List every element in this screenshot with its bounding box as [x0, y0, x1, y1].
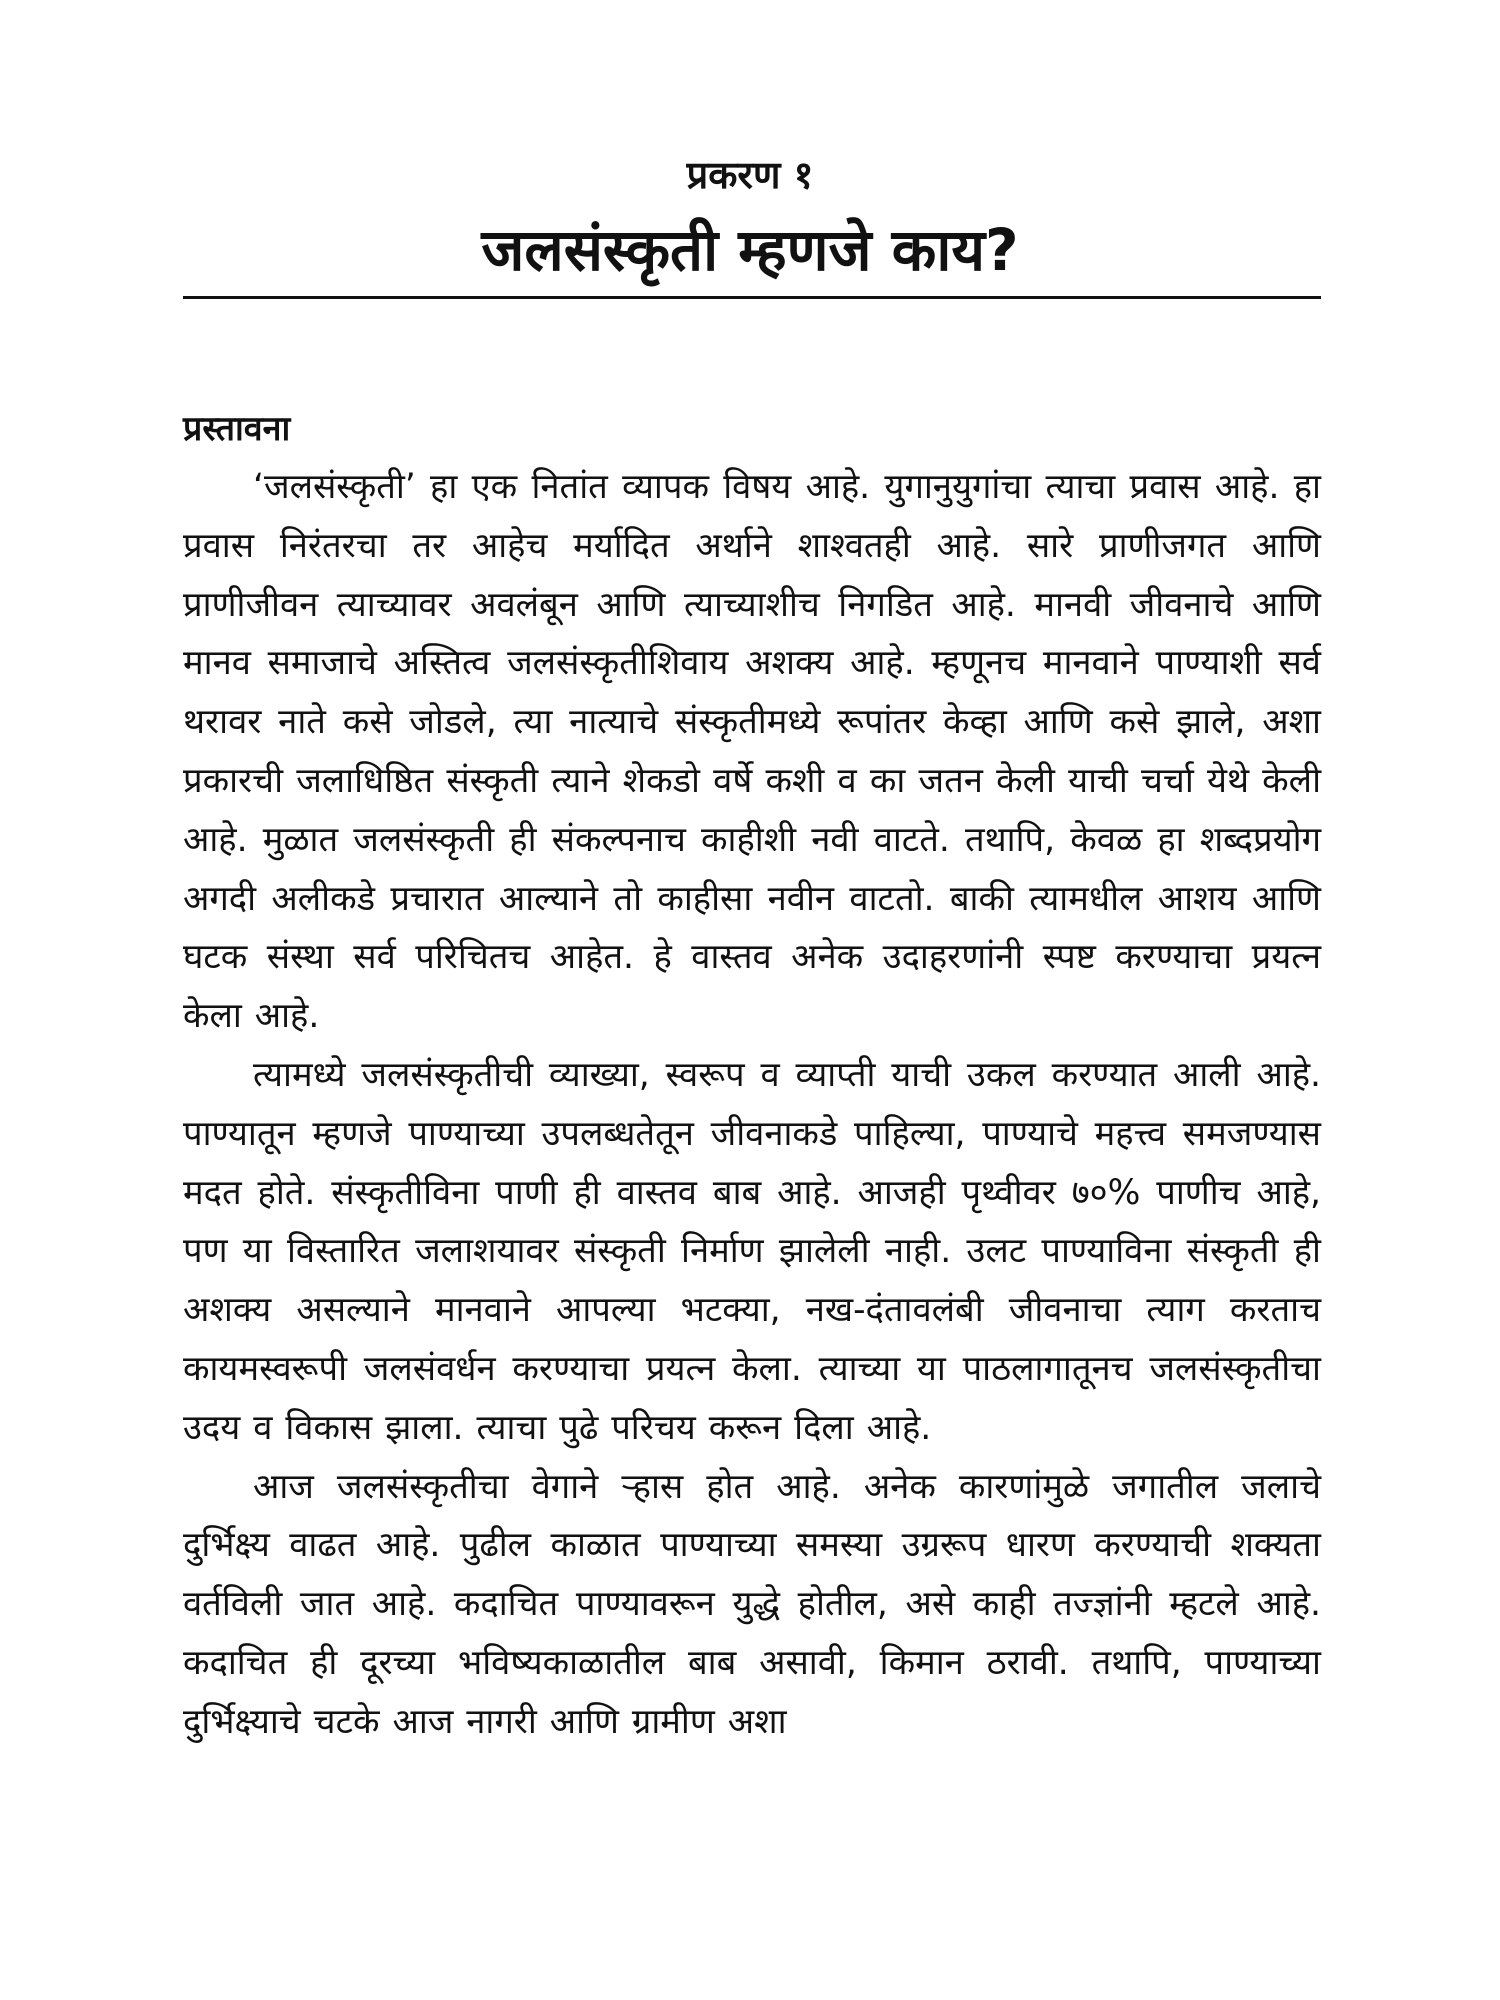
- paragraph-2: त्यामध्ये जलसंस्कृतीची व्याख्या, स्वरूप व व्याप्ती याची उकल करण्यात आली आहे. पाण्यातून म्हणजे पाण्याच्या उपलब्धतेतून जीवनाकडे पाहिल्या, पाण्याचे महत्त्व समजण्यास मदत होते. संस्कृतीविना पाणी ही वास्तव बाब आहे. आजही पृथ्वीवर ७०% पाणीच आहे, पण या विस्तारित जलाशयावर संस्कृती निर्माण झालेली नाही. उलट पाण्याविना संस्कृती ही अशक्य असल्याने मानवाने आपल्या भटक्या, नख-दंतावलंबी जीवनाचा त्याग करताच कायमस्वरूपी जलसंवर्धन करण्याचा प्रयत्न केला. त्याच्या या पाठलागातूनच जलसंस्कृतीचा उदय व विकास झाला. त्याचा पुढे परिचय करून दिला आहे.: [183, 1054, 1321, 1448]
- section-heading: प्रस्तावना: [183, 409, 291, 449]
- chapter-number: प्रकरण १: [686, 153, 814, 197]
- paragraph-3: आज जलसंस्कृतीचा वेगाने ऱ्हास होत आहे. अनेक कारणांमुळे जगातील जलाचे दुर्भिक्ष्य वाढत आहे. पुढील काळात पाण्याच्या समस्या उग्ररूप धारण करण्याची शक्यता वर्तविली जात आहे. कदाचित पाण्यावरून युद्धे होतील, असे काही तज्ज्ञांनी म्हटले आहे. कदाचित ही दूरच्या भविष्यकाळातील बाब असावी, किमान ठरावी. तथापि, पाण्याच्या दुर्भिक्ष्याचे चटके आज नागरी आणि ग्रामीण अशा: [183, 1466, 1321, 1742]
- title-divider: [183, 296, 1321, 299]
- chapter-title: जलसंस्कृती म्हणजे काय?: [481, 216, 1019, 284]
- chapter-body: [183, 400, 1321, 1752]
- paragraph-1: ‘जलसंस्कृती’ हा एक नितांत व्यापक विषय आहे. युगानुयुगांचा त्याचा प्रवास आहे. हा प्रवास निरंतरचा तर आहेच मर्यादित अर्थाने शाश्वतही आहे. सारे प्राणीजगत आणि प्राणीजीवन त्याच्यावर अवलंबून आणि त्याच्याशीच निगडित आहे. मानवी जीवनाचे आणि मानव समाजाचे अस्तित्व जलसंस्कृतीशिवाय अशक्य आहे. म्हणूनच मानवाने पाण्याशी सर्व थरावर नाते कसे जोडले, त्या नात्याचे संस्कृतीमध्ये रूपांतर केव्हा आणि कसे झाले, अशा प्रकारची जलाधिष्ठित संस्कृती त्याने शेकडो वर्षे कशी व का जतन केली याची चर्चा येथे केली आहे. मुळात जलसंस्कृती ही संकल्पनाच काहीशी नवी वाटते. तथापि, केवळ हा शब्दप्रयोग अगदी अलीकडे प्रचारात आल्याने तो काहीसा नवीन वाटतो. बाकी त्यामधील आशय आणि घटक संस्था सर्व परिचितच आहेत. हे वास्तव अनेक उदाहरणांनी स्पष्ट करण्याचा प्रयत्न केला आहे.: [183, 467, 1321, 1037]
